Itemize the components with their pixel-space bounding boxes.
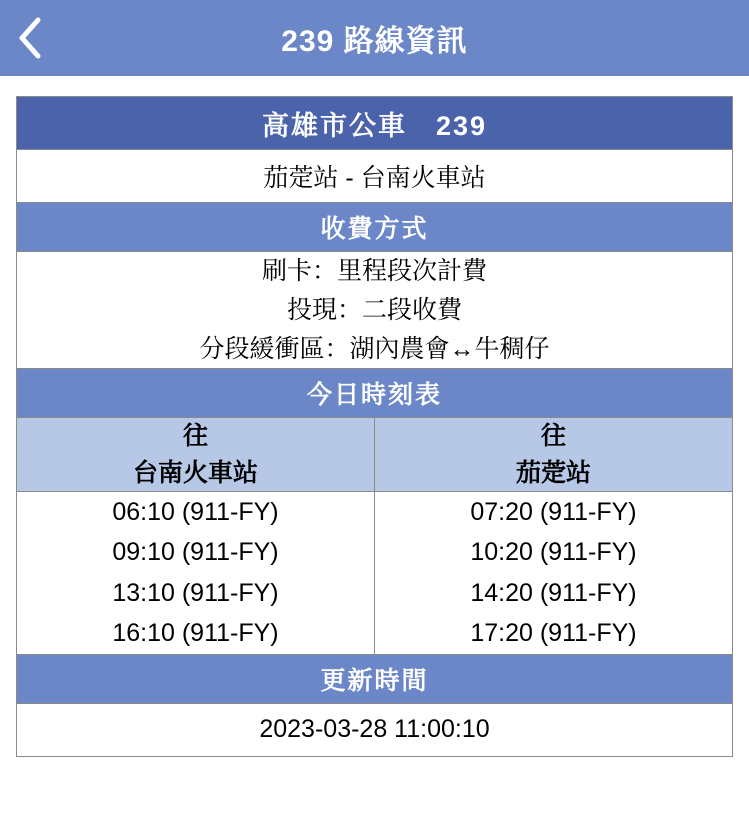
direction-prefix: 往: [182, 422, 208, 451]
fare-line-buffer: 分段緩衝區：湖內農會↔牛稠仔: [199, 334, 550, 363]
departure-time: 09:10 (911-FY): [112, 538, 279, 567]
fare-section-label: 收費方式: [17, 203, 733, 252]
table-row-updated-header: [17, 654, 733, 703]
app-header: [0, 0, 749, 76]
route-operator-number: 高雄市公車 239: [17, 97, 733, 150]
table-row-direction-headers: [17, 418, 733, 492]
updated-section-label: 更新時間: [17, 654, 733, 703]
back-button[interactable]: [0, 0, 60, 76]
timetable-section-label: 今日時刻表: [17, 369, 733, 418]
route-info-table: [16, 96, 733, 757]
table-row-updated-value: [17, 703, 733, 756]
route-info-content: [0, 76, 749, 825]
departure-time: 10:20 (911-FY): [470, 538, 637, 567]
table-row-route-endpoints: [17, 150, 733, 203]
departure-time: 16:10 (911-FY): [112, 619, 279, 648]
table-row-fare-header: [17, 203, 733, 252]
times-column-tainan: [17, 491, 375, 654]
fare-line-card: 刷卡：里程段次計費: [261, 257, 487, 285]
direction-destination: 茄萣站: [515, 458, 591, 487]
table-row-timetable-header: [17, 369, 733, 418]
departure-time: 14:20 (911-FY): [470, 578, 637, 607]
direction-prefix: 往: [540, 422, 566, 451]
table-row-times: [17, 491, 733, 654]
direction-header-qieding: [375, 418, 733, 492]
direction-destination: 台南火車站: [132, 458, 258, 487]
departure-time: 06:10 (911-FY): [112, 497, 279, 526]
direction-header-tainan: [17, 418, 375, 492]
updated-timestamp: 2023-03-28 11:00:10: [17, 703, 733, 756]
table-row-fare-body: [17, 252, 733, 369]
departure-time: 07:20 (911-FY): [470, 497, 637, 526]
departure-time: 13:10 (911-FY): [112, 578, 279, 607]
fare-details: [17, 252, 733, 369]
fare-line-cash: 投現：二段收費: [286, 295, 462, 324]
times-column-qieding: [375, 491, 733, 654]
chevron-left-icon: [16, 16, 44, 60]
page-title: 239 路線資訊: [281, 25, 468, 58]
departure-time: 17:20 (911-FY): [470, 619, 637, 648]
table-row-route-title: [17, 97, 733, 150]
route-endpoints: 茄萣站 - 台南火車站: [17, 150, 733, 203]
